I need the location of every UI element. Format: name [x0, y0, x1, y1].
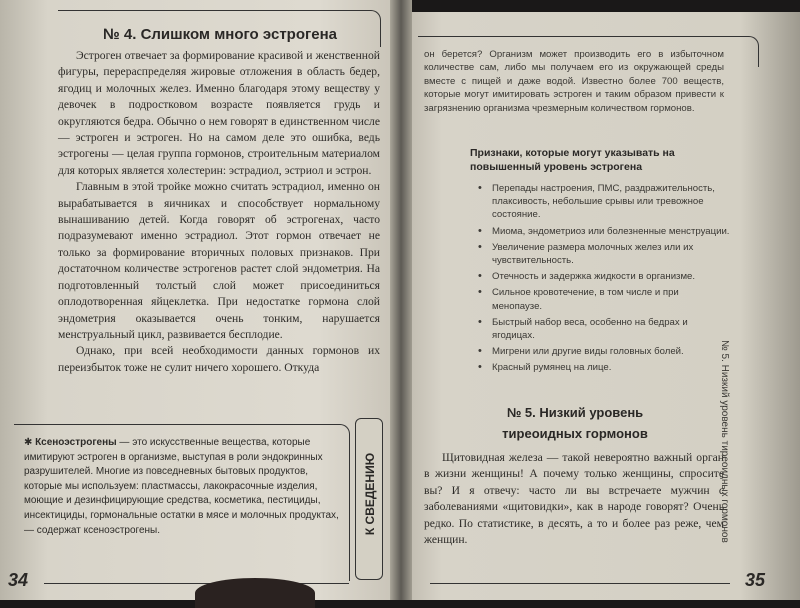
page-number: 34 — [8, 570, 29, 590]
paragraph: он берется? Организм может производить его в избыточном количестве сам, либо мы получаем его из окружающей среды вместе с пищей и даже водой. Известно более 700 веществ, которые могут имитировать эстроген и таким образом привести к загрязнению организма чрезмерным количеством гормонов. — [424, 49, 724, 114]
paragraph: Эстроген отвечает за формирование красивой и женственной фигуры, перераспределяя жировые отложения в область бедер, ягодиц и молочных желез. Именно благодаря этому веществу у девочек в подростковом возрасте появляется грудь и округляются бедра. Обычно о нем говорят в единственном числе — эстроген и эстроген. Но на самом деле это ошибка, ведь эстрогены — целая группа гормонов, строительным материалом для которых является холестерин: эстрадиол, эстриол и эстрон. — [58, 49, 380, 177]
page-number: 35 — [745, 570, 766, 590]
chapter-heading: № 4. Слишком много эстрогена — [103, 26, 337, 43]
sidebar-definition: — это искусственные вещества, которые имитируют эстроген в организме, выступая в роли эндокринных разрушителей. Многие из повседневных бытовых продуктов, которые мы используем: пластмассы, лакокрасочные изделия, моющие и дезинфицирующие средства, косметика, пестициды, инсектициды, гормональные остатки в мясе и молочных продуктах, — содержат ксеноэстрогены. — [24, 437, 339, 536]
list-item: • Перепады настроения, ПМС, раздражительность, плаксивость, небольшие срывы или тревожное состояние. — [478, 182, 730, 222]
running-head: № 5. Низкий уровень тиреоидных гормонов — [719, 340, 730, 543]
sidebar-tab-label: К СВЕДЕНИЮ — [363, 452, 377, 536]
paragraph: Щитовидная железа — такой невероятно важный орган в жизни женщины! А почему только женщины, спросите вы? И я отвечу: часто ли вы встречаете мужчин с заболеваниями «щитовидки», как в народе говорят? Очень редко. По статистике, в десять, а то и более раз реже, чем женщин. — [424, 451, 724, 547]
list-item: • Красный румянец на лице. — [478, 361, 730, 374]
list-item: • Мигрени или другие виды головных болей. — [478, 345, 730, 358]
left-page — [0, 0, 398, 600]
paragraph: Однако, при всей необходимости данных гормонов их переизбыток тоже не сулит ничего хорошего. Откуда — [58, 344, 380, 374]
footer-rule — [430, 583, 730, 584]
sidebar-tab — [355, 418, 383, 580]
sidebar-term: Ксеноэстрогены — [35, 437, 117, 448]
body-text — [424, 450, 724, 548]
section-heading: № 5. Низкий уровень тиреоидных гормонов — [502, 405, 648, 441]
list-item: • Быстрый набор веса, особенно на бедрах и ягодицах. — [478, 316, 730, 342]
paragraph: Главным в этой тройке можно считать эстрадиол, именно он вырабатывается в яичниках и способствует нормальному вынашиванию детей. Когда говорят об эстрогенах, часто подразумевают именно эстрадиол. Этот гормон отвечает не только за формирование вторичных половых признаков. При достаточном количестве эстрогенов растет слой эндометрия. На подготовленный толстый слой может присоединиться оплодотворенная яйцеклетка. При недостатке гормона слой эндометрия оказывается очень тонким, нарушается менструальный цикл, развивается бесплодие. — [58, 180, 380, 341]
continuation-text — [424, 48, 724, 115]
signs-list — [478, 182, 730, 378]
book-gutter — [390, 0, 412, 600]
finger-shadow — [195, 578, 315, 608]
body-text — [58, 48, 380, 376]
list-item: • Сильное кровотечение, в том числе и при менопаузе. — [478, 286, 730, 312]
list-item: • Увеличение размера молочных желез или их чувствительность. — [478, 241, 730, 267]
list-item: • Отечность и задержка жидкости в организме. — [478, 270, 730, 283]
sidebar-text — [24, 436, 344, 538]
signs-title: Признаки, которые могут указывать на повышенный уровень эстрогена — [470, 147, 675, 173]
bullet-icon: ✱ — [24, 437, 36, 448]
list-item: • Миома, эндометриоз или болезненные менструации. — [478, 225, 730, 238]
